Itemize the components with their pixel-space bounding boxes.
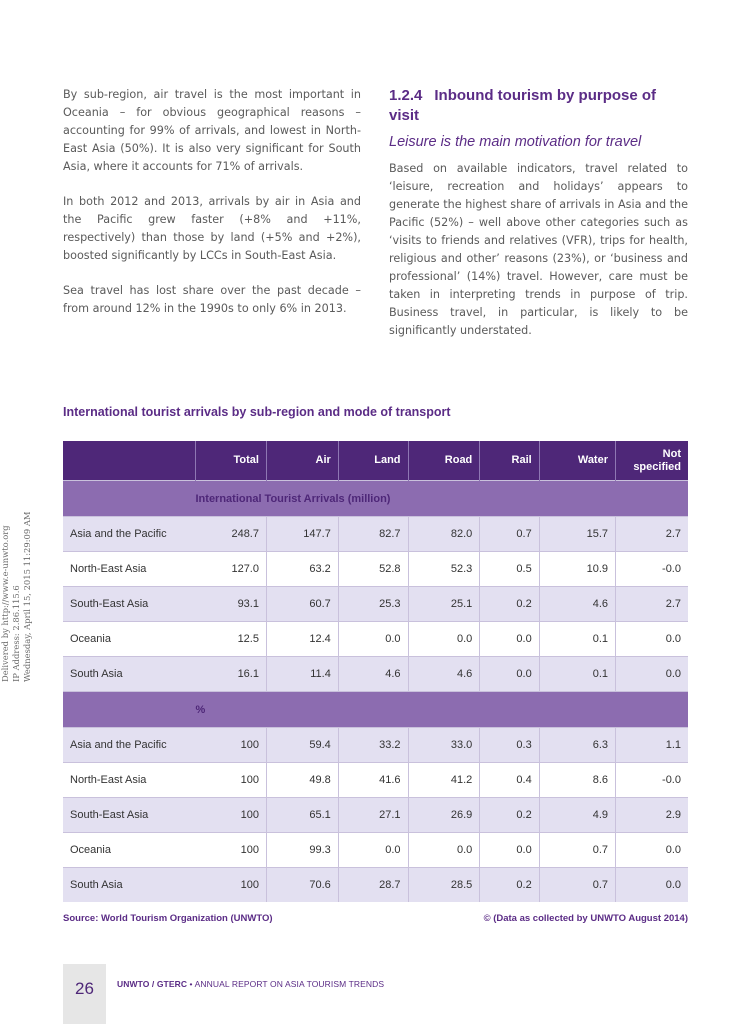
value-cell: 59.4 xyxy=(266,728,338,763)
value-cell: 10.9 xyxy=(539,552,615,587)
band-arrivals-million xyxy=(63,481,688,517)
value-cell: 0.0 xyxy=(338,622,408,657)
value-cell: 1.1 xyxy=(616,728,689,763)
value-cell: 0.0 xyxy=(616,657,689,692)
table-row xyxy=(63,517,688,552)
footer-separator: • xyxy=(187,979,195,989)
value-cell: 52.3 xyxy=(408,552,480,587)
value-cell: 25.1 xyxy=(408,587,480,622)
value-cell: 2.7 xyxy=(616,517,689,552)
band-label: International Tourist Arrivals (million) xyxy=(196,481,689,517)
band-label: % xyxy=(196,692,689,728)
footer-report-title: ANNUAL REPORT ON ASIA TOURISM TRENDS xyxy=(194,979,385,989)
value-cell: 4.6 xyxy=(539,587,615,622)
value-cell: 100 xyxy=(196,798,267,833)
value-cell: 15.7 xyxy=(539,517,615,552)
watermark-line-1: Delivered by http://www.e-unwto.org xyxy=(0,525,10,682)
value-cell: 147.7 xyxy=(266,517,338,552)
table-copyright: © (Data as collected by UNWTO August 2014) xyxy=(483,913,688,924)
right-column xyxy=(389,86,688,357)
value-cell: 0.0 xyxy=(338,833,408,868)
header-empty xyxy=(63,441,196,481)
region-cell: South-East Asia xyxy=(63,798,196,833)
value-cell: 0.0 xyxy=(616,833,689,868)
page-number: 26 xyxy=(75,979,94,998)
value-cell: 11.4 xyxy=(266,657,338,692)
value-cell: 33.0 xyxy=(408,728,480,763)
value-cell: 41.2 xyxy=(408,763,480,798)
header-not-specified: Not specified xyxy=(616,441,689,481)
header-water: Water xyxy=(539,441,615,481)
value-cell: 248.7 xyxy=(196,517,267,552)
value-cell: 100 xyxy=(196,868,267,903)
delivery-watermark xyxy=(0,482,38,682)
header-rail: Rail xyxy=(480,441,539,481)
value-cell: 100 xyxy=(196,763,267,798)
value-cell: 25.3 xyxy=(338,587,408,622)
value-cell: 65.1 xyxy=(266,798,338,833)
value-cell: 28.5 xyxy=(408,868,480,903)
value-cell: 26.9 xyxy=(408,798,480,833)
band-spacer xyxy=(63,692,196,728)
left-column xyxy=(63,86,361,335)
table-title: International tourist arrivals by sub-region and mode of transport xyxy=(63,405,451,419)
value-cell: 0.7 xyxy=(539,833,615,868)
value-cell: 0.0 xyxy=(408,622,480,657)
body-paragraph: Sea travel has lost share over the past decade – from around 12% in the 1990s to only 6% in 2013. xyxy=(63,284,361,315)
value-cell: 0.0 xyxy=(408,833,480,868)
region-cell: Asia and the Pacific xyxy=(63,728,196,763)
value-cell: 0.0 xyxy=(480,622,539,657)
region-cell: South Asia xyxy=(63,657,196,692)
table-row xyxy=(63,833,688,868)
value-cell: 100 xyxy=(196,833,267,868)
value-cell: 0.2 xyxy=(480,798,539,833)
body-paragraph: In both 2012 and 2013, arrivals by air in Asia and the Pacific grew faster (+8% and +11%, respectively) than those by land (+5% and +2%), boosted significantly by LCCs in South-East Asia. xyxy=(63,195,361,262)
table-row xyxy=(63,763,688,798)
value-cell: 28.7 xyxy=(338,868,408,903)
value-cell: 33.2 xyxy=(338,728,408,763)
header-total: Total xyxy=(196,441,267,481)
region-cell: South-East Asia xyxy=(63,587,196,622)
table-row xyxy=(63,798,688,833)
value-cell: 4.6 xyxy=(408,657,480,692)
value-cell: -0.0 xyxy=(616,763,689,798)
value-cell: 52.8 xyxy=(338,552,408,587)
value-cell: 2.9 xyxy=(616,798,689,833)
value-cell: 0.2 xyxy=(480,868,539,903)
table-row xyxy=(63,587,688,622)
value-cell: 0.1 xyxy=(539,622,615,657)
table-row xyxy=(63,657,688,692)
body-paragraph: By sub-region, air travel is the most important in Oceania – for obvious geographical reasons – accounting for 99% of arrivals, and lowest in North-East Asia (50%). It is also very significant for South Asia, where it accounts for 71% of arrivals. xyxy=(63,88,361,173)
value-cell: 60.7 xyxy=(266,587,338,622)
value-cell: 70.6 xyxy=(266,868,338,903)
value-cell: 0.1 xyxy=(539,657,615,692)
value-cell: 0.0 xyxy=(616,868,689,903)
watermark-line-3: Wednesday, April 15, 2015 11:29:09 AM xyxy=(22,511,32,682)
value-cell: 0.2 xyxy=(480,587,539,622)
value-cell: 0.7 xyxy=(480,517,539,552)
table-row xyxy=(63,728,688,763)
table-source: Source: World Tourism Organization (UNWTO) xyxy=(63,913,273,924)
value-cell: 99.3 xyxy=(266,833,338,868)
value-cell: 4.6 xyxy=(338,657,408,692)
value-cell: 100 xyxy=(196,728,267,763)
value-cell: 82.7 xyxy=(338,517,408,552)
value-cell: 0.5 xyxy=(480,552,539,587)
band-percent xyxy=(63,692,688,728)
region-cell: South Asia xyxy=(63,868,196,903)
table-header-row xyxy=(63,441,688,481)
value-cell: 27.1 xyxy=(338,798,408,833)
value-cell: 2.7 xyxy=(616,587,689,622)
value-cell: 49.8 xyxy=(266,763,338,798)
value-cell: 6.3 xyxy=(539,728,615,763)
value-cell: 127.0 xyxy=(196,552,267,587)
value-cell: 41.6 xyxy=(338,763,408,798)
watermark-line-2: IP Address: 2.86.115.6 xyxy=(11,585,21,682)
section-title: Inbound tourism by purpose of visit xyxy=(389,87,657,124)
footer-org: UNWTO / GTERC xyxy=(117,979,188,989)
header-land: Land xyxy=(338,441,408,481)
value-cell: 63.2 xyxy=(266,552,338,587)
value-cell: 0.3 xyxy=(480,728,539,763)
table-body xyxy=(63,481,688,903)
region-cell: Oceania xyxy=(63,622,196,657)
value-cell: 12.4 xyxy=(266,622,338,657)
value-cell: 82.0 xyxy=(408,517,480,552)
value-cell: 8.6 xyxy=(539,763,615,798)
table-row xyxy=(63,552,688,587)
header-air: Air xyxy=(266,441,338,481)
value-cell: 12.5 xyxy=(196,622,267,657)
value-cell: 0.0 xyxy=(616,622,689,657)
table-row xyxy=(63,622,688,657)
value-cell: 0.4 xyxy=(480,763,539,798)
header-road: Road xyxy=(408,441,480,481)
value-cell: 0.0 xyxy=(480,657,539,692)
table-row xyxy=(63,868,688,903)
body-paragraph: Based on available indicators, travel related to ‘leisure, recreation and holidays’ appears to generate the highest share of arrivals in Asia and the Pacific (52%) – well above other categories such as ‘visits to friends and relatives (VFR), trips for health, religious and other’ reasons (23%), or ‘business and professional’ (14%) travel. However, care must be taken in interpreting trends in purpose of trip. Business travel, in particular, is likely to be significantly understated. xyxy=(389,162,688,337)
section-heading xyxy=(389,86,688,126)
value-cell: 0.7 xyxy=(539,868,615,903)
arrivals-table xyxy=(63,441,688,902)
region-cell: Oceania xyxy=(63,833,196,868)
region-cell: North-East Asia xyxy=(63,552,196,587)
value-cell: 93.1 xyxy=(196,587,267,622)
footer-text xyxy=(117,979,384,989)
region-cell: North-East Asia xyxy=(63,763,196,798)
section-number: 1.2.4 xyxy=(389,87,423,104)
value-cell: -0.0 xyxy=(616,552,689,587)
value-cell: 0.0 xyxy=(480,833,539,868)
region-cell: Asia and the Pacific xyxy=(63,517,196,552)
value-cell: 4.9 xyxy=(539,798,615,833)
value-cell: 16.1 xyxy=(196,657,267,692)
section-subtitle: Leisure is the main motivation for travel xyxy=(389,134,642,150)
band-spacer xyxy=(63,481,196,517)
